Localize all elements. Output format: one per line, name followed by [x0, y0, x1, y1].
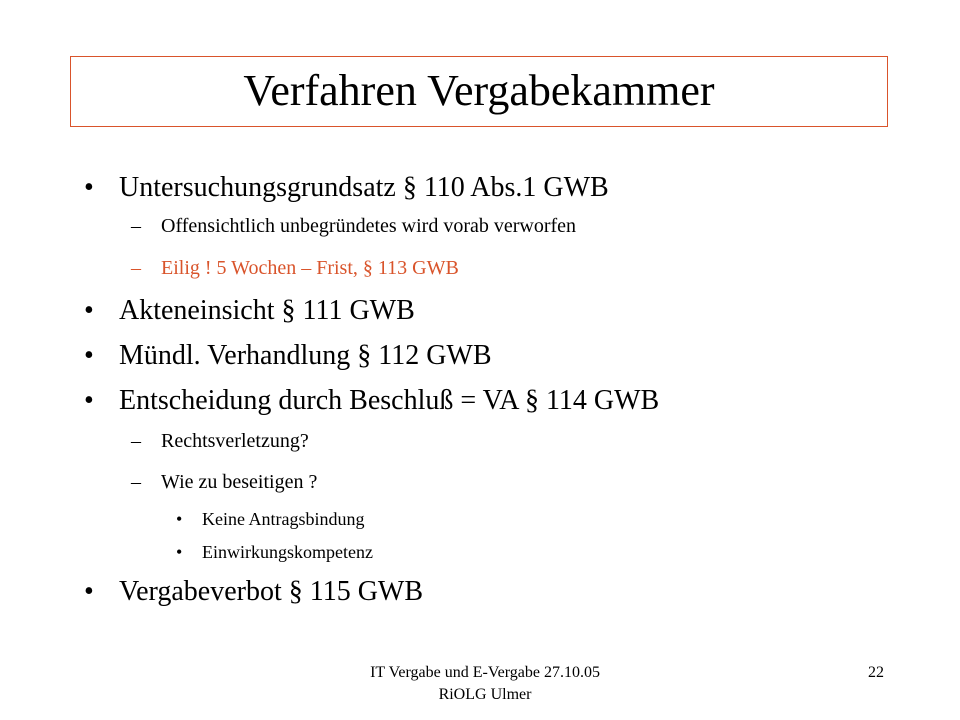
slide-title: Verfahren Vergabekammer	[243, 65, 715, 115]
slide-title-box	[70, 56, 888, 127]
bullet-marker: •	[176, 542, 183, 562]
sub-sub-bullet-text: Einwirkungskompetenz	[202, 542, 373, 562]
dash-marker: –	[131, 430, 141, 452]
bullet-marker: •	[84, 340, 94, 371]
footer-line-1: IT Vergabe und E-Vergabe 27.10.05	[370, 664, 600, 681]
footer-line-2: RiOLG Ulmer	[438, 686, 532, 703]
bullet-text: Akteneinsicht § 111 GWB	[119, 295, 415, 326]
bullet-text: Vergabeverbot § 115 GWB	[119, 576, 424, 607]
bullet-marker: •	[84, 295, 94, 326]
sub-bullet-text: Eilig ! 5 Wochen – Frist, § 113 GWB	[161, 257, 459, 279]
bullet-marker: •	[84, 576, 94, 607]
bullet-text: Mündl. Verhandlung § 112 GWB	[119, 340, 492, 371]
page-number: 22	[868, 664, 884, 681]
sub-sub-bullet-text: Keine Antragsbindung	[202, 509, 365, 529]
sub-bullet-text: Rechtsverletzung?	[161, 430, 309, 452]
bullet-marker: •	[84, 385, 94, 416]
bullet-marker: •	[84, 172, 94, 203]
bullet-marker: •	[176, 509, 183, 529]
dash-marker: –	[131, 471, 141, 493]
footer-caption	[320, 662, 650, 706]
bullet-text: Entscheidung durch Beschluß = VA § 114 GWB	[119, 385, 660, 416]
dash-marker: –	[131, 215, 141, 237]
dash-marker: –	[131, 257, 141, 279]
bullet-text: Untersuchungsgrundsatz § 110 Abs.1 GWB	[119, 172, 609, 203]
sub-bullet-text: Wie zu beseitigen ?	[161, 471, 318, 493]
sub-bullet-text: Offensichtlich unbegründetes wird vorab verworfen	[161, 215, 577, 237]
